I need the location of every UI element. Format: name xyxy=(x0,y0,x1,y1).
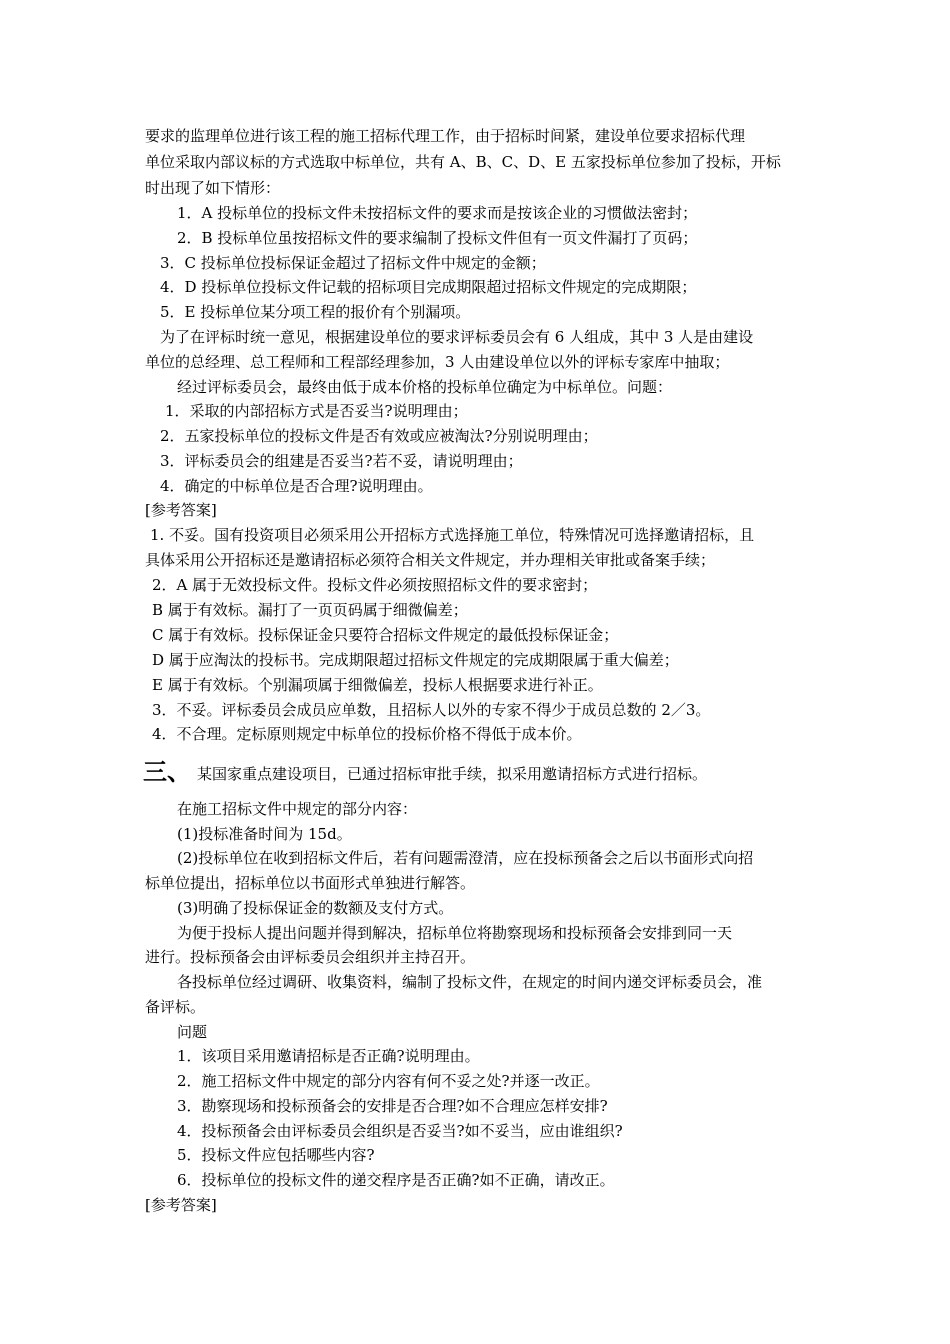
answer-line: 具体采用公开招标还是邀请招标必须符合相关文件规定，并办理相关审批或备案手续； xyxy=(145,551,716,569)
question-item: 1．该项目采用邀请招标是否正确?说明理由。 xyxy=(177,1047,480,1065)
paragraph-line: 单位采取内部议标的方式选取中标单位，共有 A、B、C、D、E 五家投标单位参加了投标，开标 xyxy=(145,153,781,171)
answer-label: [参考答案] xyxy=(145,1196,217,1214)
answer-line: 3．不妥。评标委员会成员应单数，且招标人以外的专家不得少于成员总数的 2／3。 xyxy=(152,701,711,719)
paragraph-line: 备评标。 xyxy=(145,998,206,1016)
paragraph-line: 为了在评标时统一意见，根据建设单位的要求评标委员会有 6 人组成，其中 3 人是由建设 xyxy=(160,328,754,346)
question-item: 3．评标委员会的组建是否妥当?若不妥，请说明理由； xyxy=(160,452,523,470)
question-item: 4．投标预备会由评标委员会组织是否妥当?如不妥当，应由谁组织? xyxy=(177,1122,623,1140)
list-item: 1．A 投标单位的投标文件未按招标文件的要求而是按该企业的习惯做法密封； xyxy=(177,204,698,222)
list-item: 2．B 投标单位虽按招标文件的要求编制了投标文件但有一页文件漏打了页码； xyxy=(177,229,698,247)
paragraph-line: 为便于投标人提出问题并得到解决，招标单位将勘察现场和投标预备会安排到同一天 xyxy=(177,924,733,942)
section-number: 三、 xyxy=(143,758,191,786)
question-item: 4．确定的中标单位是否合理?说明理由。 xyxy=(160,477,433,495)
section-heading xyxy=(143,757,707,787)
answer-line: D 属于应淘汰的投标书。完成期限超过招标文件规定的完成期限属于重大偏差； xyxy=(152,651,679,669)
paragraph-line: 各投标单位经过调研、收集资料，编制了投标文件，在规定的时间内递交评标委员会，准 xyxy=(177,973,763,991)
paragraph-line: (2)投标单位在收到招标文件后，若有问题需澄清，应在投标预备会之后以书面形式向招 xyxy=(177,849,754,867)
paragraph-line: (3)明确了投标保证金的数额及支付方式。 xyxy=(177,899,454,917)
question-item: 1．采取的内部招标方式是否妥当?说明理由； xyxy=(165,402,468,420)
answer-line: B 属于有效标。漏打了一页页码属于细微偏差； xyxy=(152,601,468,619)
answer-line: 1. 不妥。国有投资项目必须采用公开招标方式选择施工单位，特殊情况可选择邀请招标，且 xyxy=(150,526,755,544)
paragraph-line: 进行。投标预备会由评标委员会组织并主持召开。 xyxy=(145,948,476,966)
answer-line: 2．A 属于无效投标文件。投标文件必须按照招标文件的要求密封； xyxy=(152,576,598,594)
paragraph-line: (1)投标准备时间为 15d。 xyxy=(177,825,352,843)
answer-label: [参考答案] xyxy=(145,501,217,519)
question-item: 3．勘察现场和投标预备会的安排是否合理?如不合理应怎样安排? xyxy=(177,1097,608,1115)
paragraph-line: 时出现了如下情形： xyxy=(145,179,281,197)
section-title: 某国家重点建设项目，已通过招标审批手续，拟采用邀请招标方式进行招标。 xyxy=(197,765,708,783)
question-item: 5．投标文件应包括哪些内容? xyxy=(177,1146,375,1164)
list-item: 4．D 投标单位投标文件记载的招标项目完成期限超过招标文件规定的完成期限； xyxy=(160,278,697,296)
answer-line: 4．不合理。定标原则规定中标单位的投标价格不得低于成本价。 xyxy=(152,725,582,743)
question-item: 2．五家投标单位的投标文件是否有效或应被淘汰?分别说明理由； xyxy=(160,427,598,445)
questions-heading: 问题 xyxy=(177,1023,208,1041)
answer-line: E 属于有效标。个别漏项属于细微偏差，投标人根据要求进行补正。 xyxy=(152,676,603,694)
answer-line: C 属于有效标。投标保证金只要符合招标文件规定的最低投标保证金； xyxy=(152,626,619,644)
question-item: 6．投标单位的投标文件的递交程序是否正确?如不正确，请改正。 xyxy=(177,1171,615,1189)
paragraph-line: 经过评标委员会，最终由低于成本价格的投标单位确定为中标单位。问题： xyxy=(177,378,673,396)
list-item: 5．E 投标单位某分项工程的报价有个别漏项。 xyxy=(160,303,471,321)
paragraph-line: 标单位提出，招标单位以书面形式单独进行解答。 xyxy=(145,874,476,892)
list-item: 3．C 投标单位投标保证金超过了招标文件中规定的金额； xyxy=(160,254,546,272)
paragraph-line: 要求的监理单位进行该工程的施工招标代理工作，由于招标时间紧，建设单位要求招标代理 xyxy=(145,127,746,145)
paragraph-line: 在施工招标文件中规定的部分内容： xyxy=(177,800,418,818)
paragraph-line: 单位的总经理、总工程师和工程部经理参加，3 人由建设单位以外的评标专家库中抽取； xyxy=(145,353,730,371)
question-item: 2．施工招标文件中规定的部分内容有何不妥之处?并逐一改正。 xyxy=(177,1072,600,1090)
